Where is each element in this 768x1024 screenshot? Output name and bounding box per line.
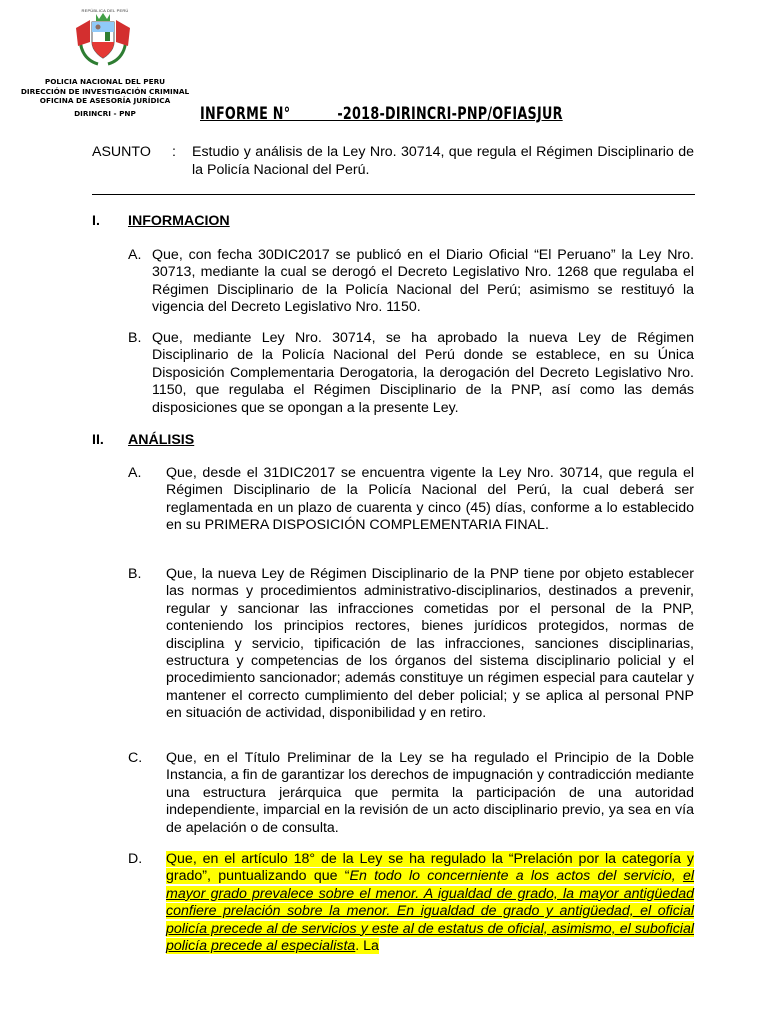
item-text: Que, en el Título Preliminar de la Ley se ha regulado el Principio de la Doble Instancia, a fin de garantizar los derechos de impugnación y contradicción mediante una estructura jerárquica que permita la participación de una autoridad independiente, imparcial en la revisión de un acto disciplinario previo, ya sea en vía de apelación o de consulta. xyxy=(166,750,694,836)
highlight-italic-segment: En todo lo concerniente a los actos del servicio, xyxy=(349,868,683,885)
section-title: INFORMACION xyxy=(128,213,230,229)
item-letter: C. xyxy=(128,750,143,766)
item-text: Que, mediante Ley Nro. 30714, se ha aprobado la nueva Ley de Régimen Disciplinario de la Policía Nacional del Perú donde se establece, en su Única Disposición Complementaria Derogatoria, la derogación del Decreto Legislativo Nro. 1150, que regulaba el Régimen Disciplinario de la PNP, así como las demás disposiciones que se opongan a la presente Ley. xyxy=(152,330,694,416)
section-number: I. xyxy=(92,213,100,229)
item-letter: B. xyxy=(128,330,142,346)
section-number: II. xyxy=(92,432,104,448)
divider xyxy=(92,194,695,195)
item-text: Que, la nueva Ley de Régimen Disciplinario de la PNP tiene por objeto establecer las normas y procedimientos administrativo-disciplinarios, destinados a prevenir, regular y sancionar las infracciones cometidas por el personal de la PNP, conteniendo los principios rectores, bienes jurídicos protegidos, normas de disciplina y servicio, tipificación de las infracciones, sanciones disciplinarias, estructura y competencias de los órganos del sistema disciplinario policial y el procedimiento sancionador; además constituye un régimen especial para cautelar y mantener el correcto cumplimiento del deber policial; y se aplica al personal PNP en situación de actividad, disponibilidad y en retiro. xyxy=(166,566,694,722)
highlight-segment-end: . La xyxy=(355,938,379,955)
org-line-1: POLICIA NACIONAL DEL PERU xyxy=(44,77,166,86)
item-letter: A. xyxy=(128,465,142,481)
item-text: Que, desde el 31DIC2017 se encuentra vigente la Ley Nro. 30714, que regula el Régimen Disciplinario de la Policía Nacional del Perú, la cual deberá ser reglamentada en un plazo de cuarenta y cinco (45) días, conforme a lo establecido en su PRIMERA DISPOSICIÓN COMPLEMENTARIA FINAL. xyxy=(166,465,694,534)
seal-caption: REPÚBLICA DEL PERÚ xyxy=(81,8,129,13)
item-letter: B. xyxy=(128,566,142,582)
org-line-3: OFICINA DE ASESORÍA JURÍDICA xyxy=(39,96,171,105)
item-letter: A. xyxy=(128,247,142,263)
highlight-underlined-segment: el mayor grado prevalece sobre el menor. A igualdad de grado, la mayor antigüedad confiere prelación sobre la menor. En igualdad de grado y antigüedad, el oficial policía precede al de servicios y este al de estatus de oficial, asimismo, el suboficial policía precede al especialista xyxy=(166,868,695,955)
org-line-4: DIRINCRI - PNP xyxy=(74,109,136,118)
item-letter: D. xyxy=(128,851,143,867)
asunto-label: ASUNTO xyxy=(92,144,151,160)
highlight-segment: Que, en el artículo 18° de la Ley se ha regulado la “Prelación por la categoría y grado”, puntualizando que “ xyxy=(166,851,694,885)
section-title: ANÁLISIS xyxy=(128,432,195,448)
item-text: Que, con fecha 30DIC2017 se publicó en el Diario Oficial “El Peruano” la Ley Nro. 30713, mediante la cual se derogó el Decreto Legislativo Nro. 1268 que regulaba el Régimen Disciplinario de la Policía Nacional del Perú; asimismo se restituyó la vigencia del Decreto Legislativo Nro. 1150. xyxy=(152,247,694,316)
asunto-text: Estudio y análisis de la Ley Nro. 30714, que regula el Régimen Disciplinario de la Policía Nacional del Perú. xyxy=(192,144,694,178)
document-title: INFORME N° -2018-DIRINCRI-PNP/OFIASJUR xyxy=(200,104,563,123)
org-line-2: DIRECCIÓN DE INVESTIGACIÓN CRIMINAL xyxy=(20,87,190,96)
asunto-colon: : xyxy=(172,144,176,160)
highlighted-item-text xyxy=(166,851,694,955)
